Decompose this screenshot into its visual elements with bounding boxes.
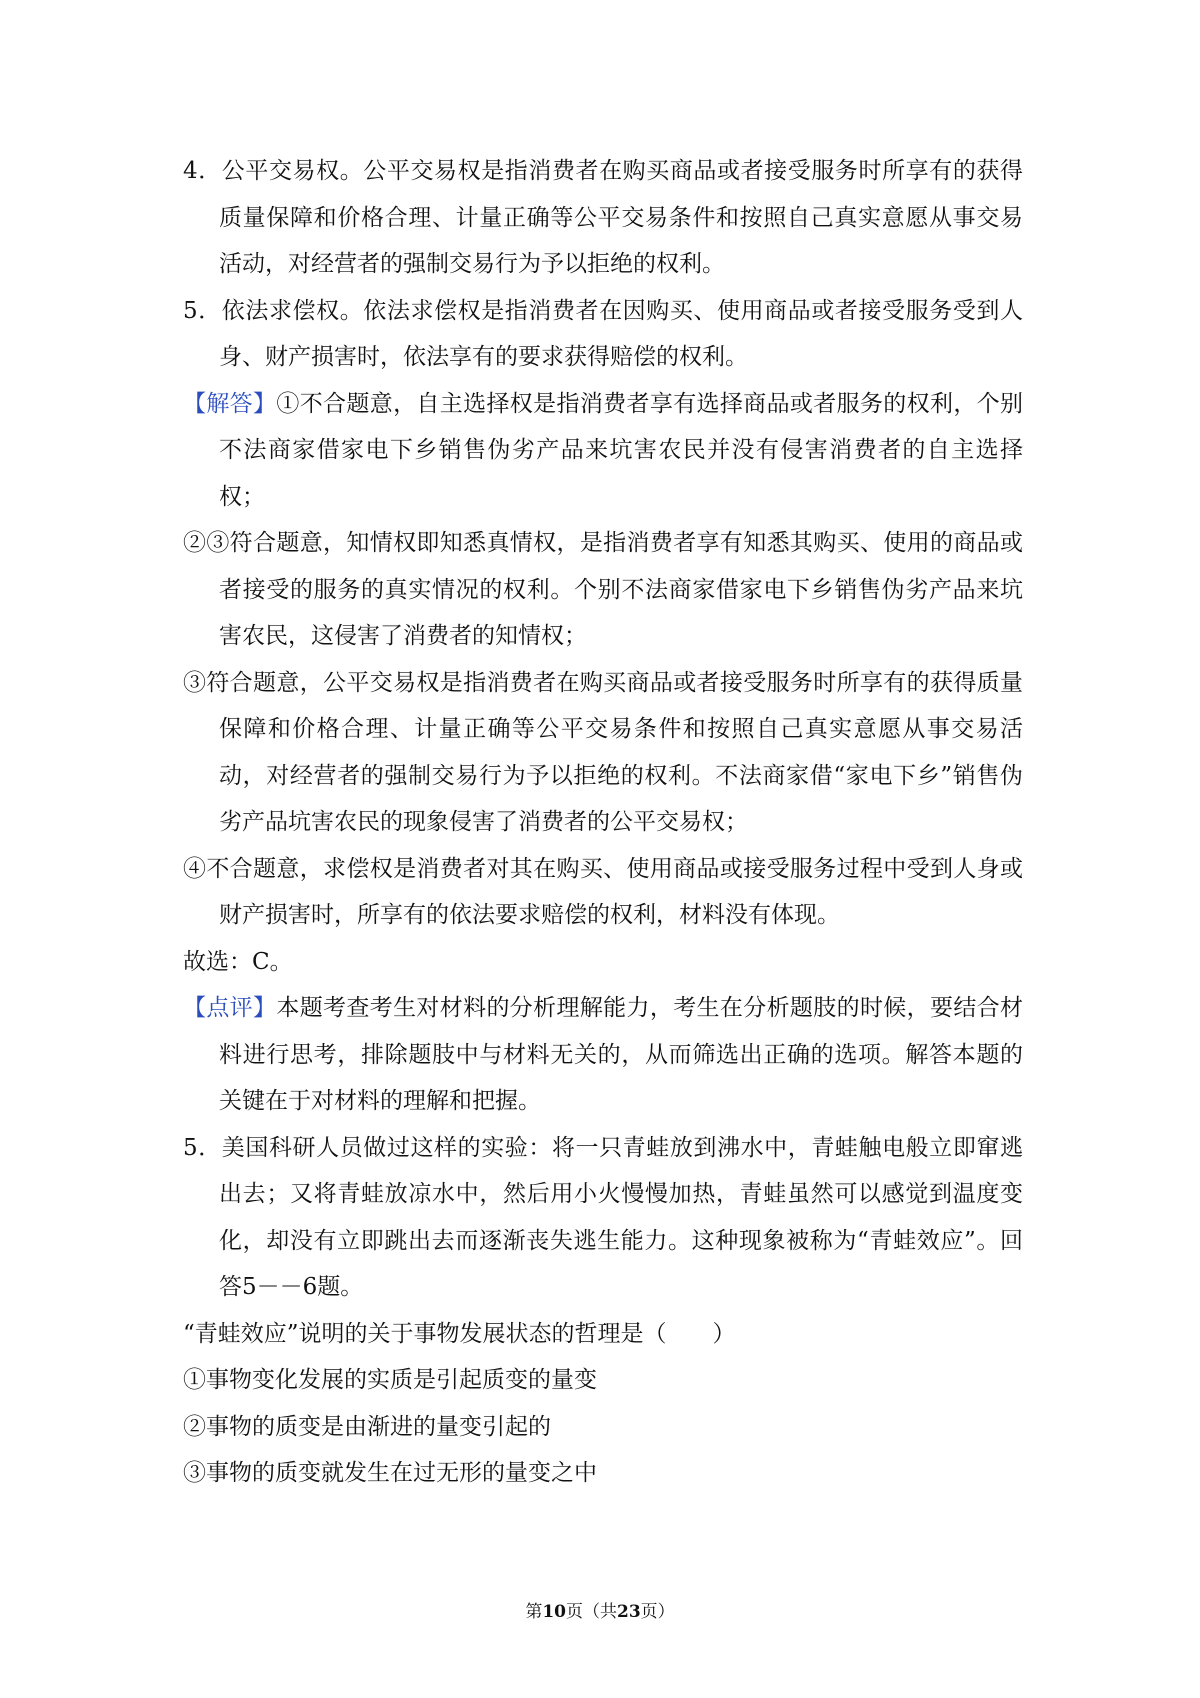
comment-tag: 【点评】	[183, 995, 277, 1021]
footer-prefix: 第	[525, 1602, 543, 1622]
answer-tag: 【解答】	[183, 390, 277, 417]
analysis-paragraph-4	[183, 846, 1023, 939]
footer-suffix: 页）	[640, 1602, 675, 1622]
page-footer	[0, 1597, 1200, 1622]
paragraph-text: ②③符合题意，知情权即知悉真情权，是指消费者享有知悉其购买、使用的商品或者接受的服务的真实情况的权利。个别不法商家借家电下乡销售伪劣产品来坑害农民，这侵害了消费者的知情权；	[183, 530, 1023, 649]
option-2	[183, 1404, 1023, 1451]
paragraph-text: ①事物变化发展的实质是引起质变的量变	[183, 1367, 597, 1393]
paragraph-text: ④不合题意，求偿权是消费者对其在购买、使用商品或接受服务过程中受到人身或财产损害时，所享有的依法要求赔偿的权利，材料没有体现。	[183, 855, 1023, 928]
option-1	[183, 1357, 1023, 1404]
paragraph-text: 故选：C。	[183, 948, 293, 975]
paragraph-right-4	[183, 148, 1023, 288]
analysis-paragraph-2-3	[183, 520, 1023, 660]
analysis-paragraph-3	[183, 660, 1023, 846]
paragraph-text: ③符合题意，公平交易权是指消费者在购买商品或者接受服务时所享有的获得质量保障和价格合理、计量正确等公平交易条件和按照自己真实意愿从事交易活动，对经营者的强制交易行为予以拒绝的权利。不法商家借“家电下乡”销售伪劣产品坑害农民的现象侵害了消费者的公平交易权；	[183, 669, 1023, 835]
answer-paragraph	[183, 381, 1023, 521]
paragraph-text: 本题考查考生对材料的分析理解能力，考生在分析题肢的时候，要结合材料进行思考，排除题肢中与材料无关的，从而筛选出正确的选项。解答本题的关键在于对材料的理解和把握。	[219, 995, 1024, 1114]
paragraph-text: “青蛙效应”说明的关于事物发展状态的哲理是（ ）	[183, 1320, 736, 1347]
option-3	[183, 1450, 1023, 1497]
choice-line	[183, 939, 1023, 986]
paragraph-right-5	[183, 288, 1023, 381]
paragraph-text: ③事物的质变就发生在过无形的量变之中	[183, 1460, 597, 1486]
footer-total-pages: 23	[617, 1602, 641, 1622]
document-body	[183, 148, 1023, 1497]
paragraph-text: 4．公平交易权。公平交易权是指消费者在购买商品或者接受服务时所享有的获得质量保障和价格合理、计量正确等公平交易条件和按照自己真实意愿从事交易活动，对经营者的强制交易行为予以拒绝的权利。	[183, 158, 1023, 277]
footer-page-number: 10	[542, 1602, 566, 1622]
paragraph-text: 5．依法求偿权。依法求偿权是指消费者在因购买、使用商品或者接受服务受到人身、财产损害时，依法享有的要求获得赔偿的权利。	[183, 297, 1023, 370]
question-prompt	[183, 1311, 1023, 1358]
paragraph-text: 5．美国科研人员做过这样的实验：将一只青蛙放到沸水中，青蛙触电般立即窜逃出去；又将青蛙放凉水中，然后用小火慢慢加热，青蛙虽然可以感觉到温度变化，却没有立即跳出去而逐渐丧失逃生能力。这种现象被称为“青蛙效应”。回答5－－6题。	[183, 1134, 1023, 1300]
paragraph-text: ①不合题意，自主选择权是指消费者享有选择商品或者服务的权利，个别不法商家借家电下乡销售伪劣产品来坑害农民并没有侵害消费者的自主选择权；	[219, 390, 1024, 510]
question-5-stem	[183, 1125, 1023, 1311]
paragraph-text: ②事物的质变是由渐进的量变引起的	[183, 1413, 551, 1440]
comment-paragraph	[183, 985, 1023, 1125]
footer-middle: 页（共	[566, 1602, 617, 1622]
